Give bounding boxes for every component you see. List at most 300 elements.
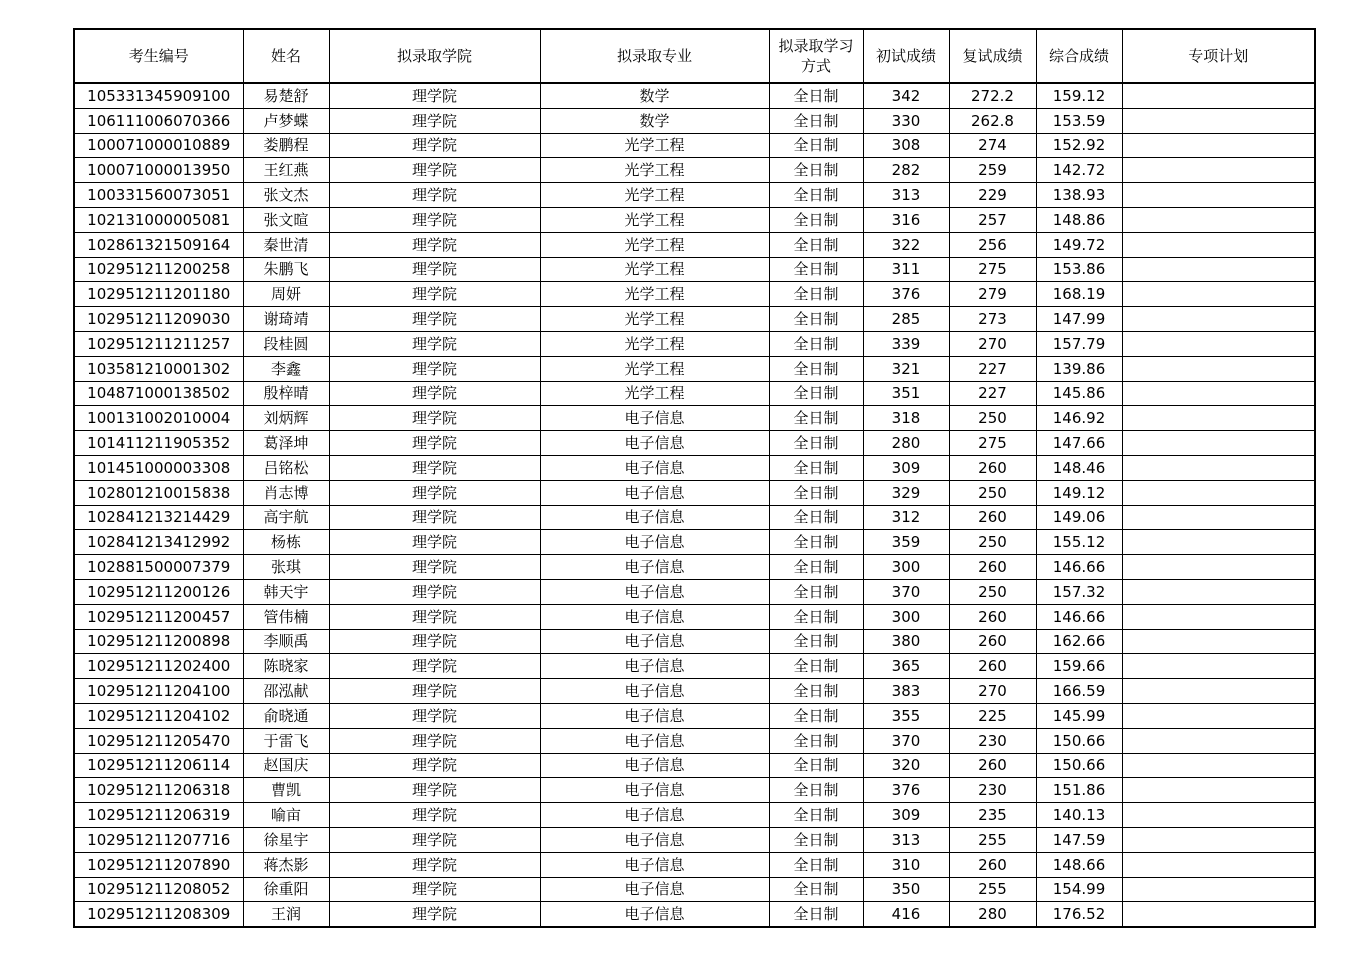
total-score-cell: 148.46 [1036, 455, 1122, 480]
table-row [74, 282, 1315, 307]
table-row [74, 753, 1315, 778]
major-cell: 电子信息 [540, 703, 769, 728]
major-cell: 光学工程 [540, 207, 769, 232]
college-cell: 理学院 [329, 604, 540, 629]
retest-score-cell: 260 [949, 555, 1036, 580]
total-score-cell: 150.66 [1036, 753, 1122, 778]
study-mode-cell: 全日制 [769, 381, 863, 406]
total-score-cell: 145.99 [1036, 703, 1122, 728]
exam-id-cell: 102951211207890 [74, 852, 243, 877]
name-cell: 杨栋 [243, 530, 329, 555]
special-plan-cell [1122, 257, 1315, 282]
retest-score-cell: 259 [949, 158, 1036, 183]
table-header [74, 29, 1315, 83]
college-cell: 理学院 [329, 579, 540, 604]
major-cell: 电子信息 [540, 555, 769, 580]
special-plan-cell [1122, 381, 1315, 406]
exam-id-cell: 103581210001302 [74, 356, 243, 381]
total-score-cell: 140.13 [1036, 803, 1122, 828]
admission-table [73, 28, 1316, 928]
table-row [74, 902, 1315, 927]
exam-id-cell: 100071000013950 [74, 158, 243, 183]
name-cell: 秦世清 [243, 232, 329, 257]
retest-score-cell: 272.2 [949, 83, 1036, 108]
exam-id-cell: 102801210015838 [74, 480, 243, 505]
major-cell: 电子信息 [540, 406, 769, 431]
major-cell: 电子信息 [540, 778, 769, 803]
major-cell: 光学工程 [540, 133, 769, 158]
retest-score-cell: 255 [949, 827, 1036, 852]
retest-score-cell: 270 [949, 331, 1036, 356]
study-mode-cell: 全日制 [769, 579, 863, 604]
table-row [74, 679, 1315, 704]
name-cell: 喻亩 [243, 803, 329, 828]
study-mode-cell: 全日制 [769, 778, 863, 803]
total-score-cell: 155.12 [1036, 530, 1122, 555]
major-cell: 电子信息 [540, 728, 769, 753]
special-plan-cell [1122, 604, 1315, 629]
college-cell: 理学院 [329, 679, 540, 704]
retest-score-cell: 227 [949, 356, 1036, 381]
study-mode-cell: 全日制 [769, 629, 863, 654]
special-plan-cell [1122, 158, 1315, 183]
table-row [74, 207, 1315, 232]
special-plan-cell [1122, 629, 1315, 654]
college-cell: 理学院 [329, 455, 540, 480]
exam-id-cell: 100071000010889 [74, 133, 243, 158]
total-score-cell: 147.99 [1036, 307, 1122, 332]
name-cell: 王润 [243, 902, 329, 927]
study-mode-cell: 全日制 [769, 753, 863, 778]
prelim-score-cell: 351 [863, 381, 949, 406]
name-cell: 朱鹏飞 [243, 257, 329, 282]
study-mode-cell: 全日制 [769, 604, 863, 629]
retest-score-cell: 225 [949, 703, 1036, 728]
study-mode-cell: 全日制 [769, 282, 863, 307]
study-mode-cell: 全日制 [769, 505, 863, 530]
exam-id-cell: 102951211208309 [74, 902, 243, 927]
exam-id-cell: 102951211204102 [74, 703, 243, 728]
exam-id-cell: 102131000005081 [74, 207, 243, 232]
col-header-major: 拟录取专业 [540, 29, 769, 83]
table-row [74, 852, 1315, 877]
prelim-score-cell: 416 [863, 902, 949, 927]
total-score-cell: 162.66 [1036, 629, 1122, 654]
table-row [74, 356, 1315, 381]
special-plan-cell [1122, 431, 1315, 456]
college-cell: 理学院 [329, 133, 540, 158]
exam-id-cell: 102881500007379 [74, 555, 243, 580]
special-plan-cell [1122, 480, 1315, 505]
study-mode-cell: 全日制 [769, 827, 863, 852]
college-cell: 理学院 [329, 728, 540, 753]
prelim-score-cell: 370 [863, 728, 949, 753]
major-cell: 电子信息 [540, 902, 769, 927]
college-cell: 理学院 [329, 902, 540, 927]
prelim-score-cell: 342 [863, 83, 949, 108]
total-score-cell: 159.12 [1036, 83, 1122, 108]
prelim-score-cell: 383 [863, 679, 949, 704]
total-score-cell: 153.59 [1036, 108, 1122, 133]
exam-id-cell: 102951211202400 [74, 654, 243, 679]
prelim-score-cell: 329 [863, 480, 949, 505]
major-cell: 光学工程 [540, 381, 769, 406]
prelim-score-cell: 380 [863, 629, 949, 654]
special-plan-cell [1122, 505, 1315, 530]
name-cell: 管伟楠 [243, 604, 329, 629]
prelim-score-cell: 309 [863, 455, 949, 480]
total-score-cell: 152.92 [1036, 133, 1122, 158]
special-plan-cell [1122, 530, 1315, 555]
total-score-cell: 159.66 [1036, 654, 1122, 679]
college-cell: 理学院 [329, 381, 540, 406]
name-cell: 易楚舒 [243, 83, 329, 108]
retest-score-cell: 260 [949, 604, 1036, 629]
prelim-score-cell: 339 [863, 331, 949, 356]
name-cell: 张文暄 [243, 207, 329, 232]
college-cell: 理学院 [329, 431, 540, 456]
major-cell: 光学工程 [540, 307, 769, 332]
exam-id-cell: 102841213214429 [74, 505, 243, 530]
special-plan-cell [1122, 902, 1315, 927]
name-cell: 张琪 [243, 555, 329, 580]
total-score-cell: 145.86 [1036, 381, 1122, 406]
table-row [74, 579, 1315, 604]
total-score-cell: 153.86 [1036, 257, 1122, 282]
major-cell: 电子信息 [540, 480, 769, 505]
name-cell: 高宇航 [243, 505, 329, 530]
college-cell: 理学院 [329, 158, 540, 183]
special-plan-cell [1122, 679, 1315, 704]
table-row [74, 381, 1315, 406]
special-plan-cell [1122, 703, 1315, 728]
exam-id-cell: 102861321509164 [74, 232, 243, 257]
major-cell: 数学 [540, 108, 769, 133]
exam-id-cell: 105331345909100 [74, 83, 243, 108]
college-cell: 理学院 [329, 232, 540, 257]
exam-id-cell: 102951211209030 [74, 307, 243, 332]
name-cell: 葛泽坤 [243, 431, 329, 456]
prelim-score-cell: 300 [863, 555, 949, 580]
header-row [74, 29, 1315, 83]
study-mode-cell: 全日制 [769, 555, 863, 580]
retest-score-cell: 227 [949, 381, 1036, 406]
study-mode-cell: 全日制 [769, 183, 863, 208]
major-cell: 光学工程 [540, 183, 769, 208]
major-cell: 光学工程 [540, 257, 769, 282]
exam-id-cell: 102951211206319 [74, 803, 243, 828]
special-plan-cell [1122, 753, 1315, 778]
retest-score-cell: 273 [949, 307, 1036, 332]
major-cell: 电子信息 [540, 654, 769, 679]
total-score-cell: 147.59 [1036, 827, 1122, 852]
table-row [74, 108, 1315, 133]
name-cell: 肖志博 [243, 480, 329, 505]
col-header-special-plan: 专项计划 [1122, 29, 1315, 83]
college-cell: 理学院 [329, 307, 540, 332]
table-row [74, 827, 1315, 852]
prelim-score-cell: 359 [863, 530, 949, 555]
major-cell: 电子信息 [540, 431, 769, 456]
prelim-score-cell: 365 [863, 654, 949, 679]
major-cell: 光学工程 [540, 232, 769, 257]
name-cell: 殷梓晴 [243, 381, 329, 406]
retest-score-cell: 230 [949, 728, 1036, 753]
study-mode-cell: 全日制 [769, 257, 863, 282]
retest-score-cell: 275 [949, 257, 1036, 282]
special-plan-cell [1122, 877, 1315, 902]
name-cell: 徐重阳 [243, 877, 329, 902]
table-row [74, 83, 1315, 108]
prelim-score-cell: 300 [863, 604, 949, 629]
name-cell: 韩天宇 [243, 579, 329, 604]
retest-score-cell: 230 [949, 778, 1036, 803]
total-score-cell: 146.92 [1036, 406, 1122, 431]
table-row [74, 183, 1315, 208]
special-plan-cell [1122, 356, 1315, 381]
name-cell: 娄鹏程 [243, 133, 329, 158]
major-cell: 光学工程 [540, 331, 769, 356]
table-body [74, 83, 1315, 927]
college-cell: 理学院 [329, 877, 540, 902]
prelim-score-cell: 311 [863, 257, 949, 282]
college-cell: 理学院 [329, 778, 540, 803]
table-row [74, 431, 1315, 456]
exam-id-cell: 100331560073051 [74, 183, 243, 208]
total-score-cell: 146.66 [1036, 604, 1122, 629]
prelim-score-cell: 280 [863, 431, 949, 456]
prelim-score-cell: 321 [863, 356, 949, 381]
study-mode-cell: 全日制 [769, 852, 863, 877]
name-cell: 曹凯 [243, 778, 329, 803]
exam-id-cell: 102951211211257 [74, 331, 243, 356]
study-mode-cell: 全日制 [769, 877, 863, 902]
college-cell: 理学院 [329, 356, 540, 381]
retest-score-cell: 250 [949, 579, 1036, 604]
major-cell: 电子信息 [540, 679, 769, 704]
prelim-score-cell: 308 [863, 133, 949, 158]
total-score-cell: 149.72 [1036, 232, 1122, 257]
name-cell: 李鑫 [243, 356, 329, 381]
exam-id-cell: 102951211200258 [74, 257, 243, 282]
table-row [74, 778, 1315, 803]
exam-id-cell: 102951211200457 [74, 604, 243, 629]
prelim-score-cell: 282 [863, 158, 949, 183]
college-cell: 理学院 [329, 83, 540, 108]
major-cell: 光学工程 [540, 158, 769, 183]
major-cell: 电子信息 [540, 604, 769, 629]
table-row [74, 629, 1315, 654]
name-cell: 王红燕 [243, 158, 329, 183]
special-plan-cell [1122, 108, 1315, 133]
college-cell: 理学院 [329, 827, 540, 852]
name-cell: 刘炳辉 [243, 406, 329, 431]
study-mode-cell: 全日制 [769, 455, 863, 480]
retest-score-cell: 260 [949, 852, 1036, 877]
exam-id-cell: 102951211200126 [74, 579, 243, 604]
retest-score-cell: 255 [949, 877, 1036, 902]
table-row [74, 877, 1315, 902]
total-score-cell: 151.86 [1036, 778, 1122, 803]
total-score-cell: 146.66 [1036, 555, 1122, 580]
exam-id-cell: 102951211208052 [74, 877, 243, 902]
total-score-cell: 157.32 [1036, 579, 1122, 604]
name-cell: 卢梦蝶 [243, 108, 329, 133]
special-plan-cell [1122, 654, 1315, 679]
prelim-score-cell: 310 [863, 852, 949, 877]
name-cell: 李顺禹 [243, 629, 329, 654]
retest-score-cell: 260 [949, 505, 1036, 530]
study-mode-cell: 全日制 [769, 728, 863, 753]
exam-id-cell: 101451000003308 [74, 455, 243, 480]
major-cell: 电子信息 [540, 530, 769, 555]
prelim-score-cell: 318 [863, 406, 949, 431]
major-cell: 电子信息 [540, 455, 769, 480]
prelim-score-cell: 355 [863, 703, 949, 728]
college-cell: 理学院 [329, 480, 540, 505]
prelim-score-cell: 370 [863, 579, 949, 604]
major-cell: 电子信息 [540, 803, 769, 828]
exam-id-cell: 101411211905352 [74, 431, 243, 456]
total-score-cell: 148.86 [1036, 207, 1122, 232]
prelim-score-cell: 312 [863, 505, 949, 530]
total-score-cell: 148.66 [1036, 852, 1122, 877]
name-cell: 陈晓家 [243, 654, 329, 679]
table-row [74, 654, 1315, 679]
major-cell: 电子信息 [540, 579, 769, 604]
special-plan-cell [1122, 83, 1315, 108]
prelim-score-cell: 309 [863, 803, 949, 828]
special-plan-cell [1122, 232, 1315, 257]
special-plan-cell [1122, 455, 1315, 480]
col-header-total-score: 综合成绩 [1036, 29, 1122, 83]
retest-score-cell: 260 [949, 629, 1036, 654]
table-row [74, 803, 1315, 828]
study-mode-cell: 全日制 [769, 158, 863, 183]
college-cell: 理学院 [329, 654, 540, 679]
major-cell: 电子信息 [540, 852, 769, 877]
total-score-cell: 149.12 [1036, 480, 1122, 505]
major-cell: 光学工程 [540, 356, 769, 381]
exam-id-cell: 102951211200898 [74, 629, 243, 654]
retest-score-cell: 250 [949, 406, 1036, 431]
total-score-cell: 166.59 [1036, 679, 1122, 704]
prelim-score-cell: 285 [863, 307, 949, 332]
prelim-score-cell: 376 [863, 282, 949, 307]
special-plan-cell [1122, 728, 1315, 753]
study-mode-cell: 全日制 [769, 679, 863, 704]
name-cell: 邵泓献 [243, 679, 329, 704]
special-plan-cell [1122, 852, 1315, 877]
retest-score-cell: 256 [949, 232, 1036, 257]
total-score-cell: 168.19 [1036, 282, 1122, 307]
prelim-score-cell: 322 [863, 232, 949, 257]
study-mode-cell: 全日制 [769, 133, 863, 158]
name-cell: 张文杰 [243, 183, 329, 208]
name-cell: 周妍 [243, 282, 329, 307]
col-header-study-mode: 拟录取学习方式 [769, 29, 863, 83]
major-cell: 光学工程 [540, 282, 769, 307]
exam-id-cell: 100131002010004 [74, 406, 243, 431]
exam-id-cell: 102841213412992 [74, 530, 243, 555]
total-score-cell: 147.66 [1036, 431, 1122, 456]
table-row [74, 480, 1315, 505]
college-cell: 理学院 [329, 406, 540, 431]
retest-score-cell: 275 [949, 431, 1036, 456]
table-row [74, 331, 1315, 356]
retest-score-cell: 229 [949, 183, 1036, 208]
study-mode-cell: 全日制 [769, 902, 863, 927]
table-row [74, 406, 1315, 431]
total-score-cell: 139.86 [1036, 356, 1122, 381]
study-mode-cell: 全日制 [769, 356, 863, 381]
major-cell: 电子信息 [540, 877, 769, 902]
study-mode-cell: 全日制 [769, 703, 863, 728]
major-cell: 电子信息 [540, 629, 769, 654]
study-mode-cell: 全日制 [769, 307, 863, 332]
prelim-score-cell: 316 [863, 207, 949, 232]
special-plan-cell [1122, 331, 1315, 356]
college-cell: 理学院 [329, 331, 540, 356]
prelim-score-cell: 376 [863, 778, 949, 803]
retest-score-cell: 250 [949, 480, 1036, 505]
special-plan-cell [1122, 555, 1315, 580]
retest-score-cell: 280 [949, 902, 1036, 927]
retest-score-cell: 235 [949, 803, 1036, 828]
col-header-retest-score: 复试成绩 [949, 29, 1036, 83]
total-score-cell: 157.79 [1036, 331, 1122, 356]
college-cell: 理学院 [329, 183, 540, 208]
table-row [74, 604, 1315, 629]
study-mode-cell: 全日制 [769, 207, 863, 232]
special-plan-cell [1122, 307, 1315, 332]
exam-id-cell: 102951211207716 [74, 827, 243, 852]
name-cell: 于雷飞 [243, 728, 329, 753]
college-cell: 理学院 [329, 530, 540, 555]
college-cell: 理学院 [329, 803, 540, 828]
table-row [74, 530, 1315, 555]
name-cell: 蒋杰影 [243, 852, 329, 877]
table-row [74, 232, 1315, 257]
exam-id-cell: 102951211206318 [74, 778, 243, 803]
retest-score-cell: 260 [949, 753, 1036, 778]
study-mode-cell: 全日制 [769, 431, 863, 456]
retest-score-cell: 257 [949, 207, 1036, 232]
col-header-name: 姓名 [243, 29, 329, 83]
study-mode-cell: 全日制 [769, 108, 863, 133]
exam-id-cell: 102951211204100 [74, 679, 243, 704]
special-plan-cell [1122, 778, 1315, 803]
table-row [74, 455, 1315, 480]
name-cell: 俞晓通 [243, 703, 329, 728]
name-cell: 段桂圆 [243, 331, 329, 356]
retest-score-cell: 260 [949, 455, 1036, 480]
table-row [74, 555, 1315, 580]
col-header-exam-id: 考生编号 [74, 29, 243, 83]
table-row [74, 133, 1315, 158]
total-score-cell: 150.66 [1036, 728, 1122, 753]
study-mode-cell: 全日制 [769, 83, 863, 108]
col-header-college: 拟录取学院 [329, 29, 540, 83]
college-cell: 理学院 [329, 753, 540, 778]
college-cell: 理学院 [329, 852, 540, 877]
retest-score-cell: 274 [949, 133, 1036, 158]
prelim-score-cell: 350 [863, 877, 949, 902]
exam-id-cell: 102951211201180 [74, 282, 243, 307]
study-mode-cell: 全日制 [769, 654, 863, 679]
special-plan-cell [1122, 827, 1315, 852]
col-header-prelim-score: 初试成绩 [863, 29, 949, 83]
